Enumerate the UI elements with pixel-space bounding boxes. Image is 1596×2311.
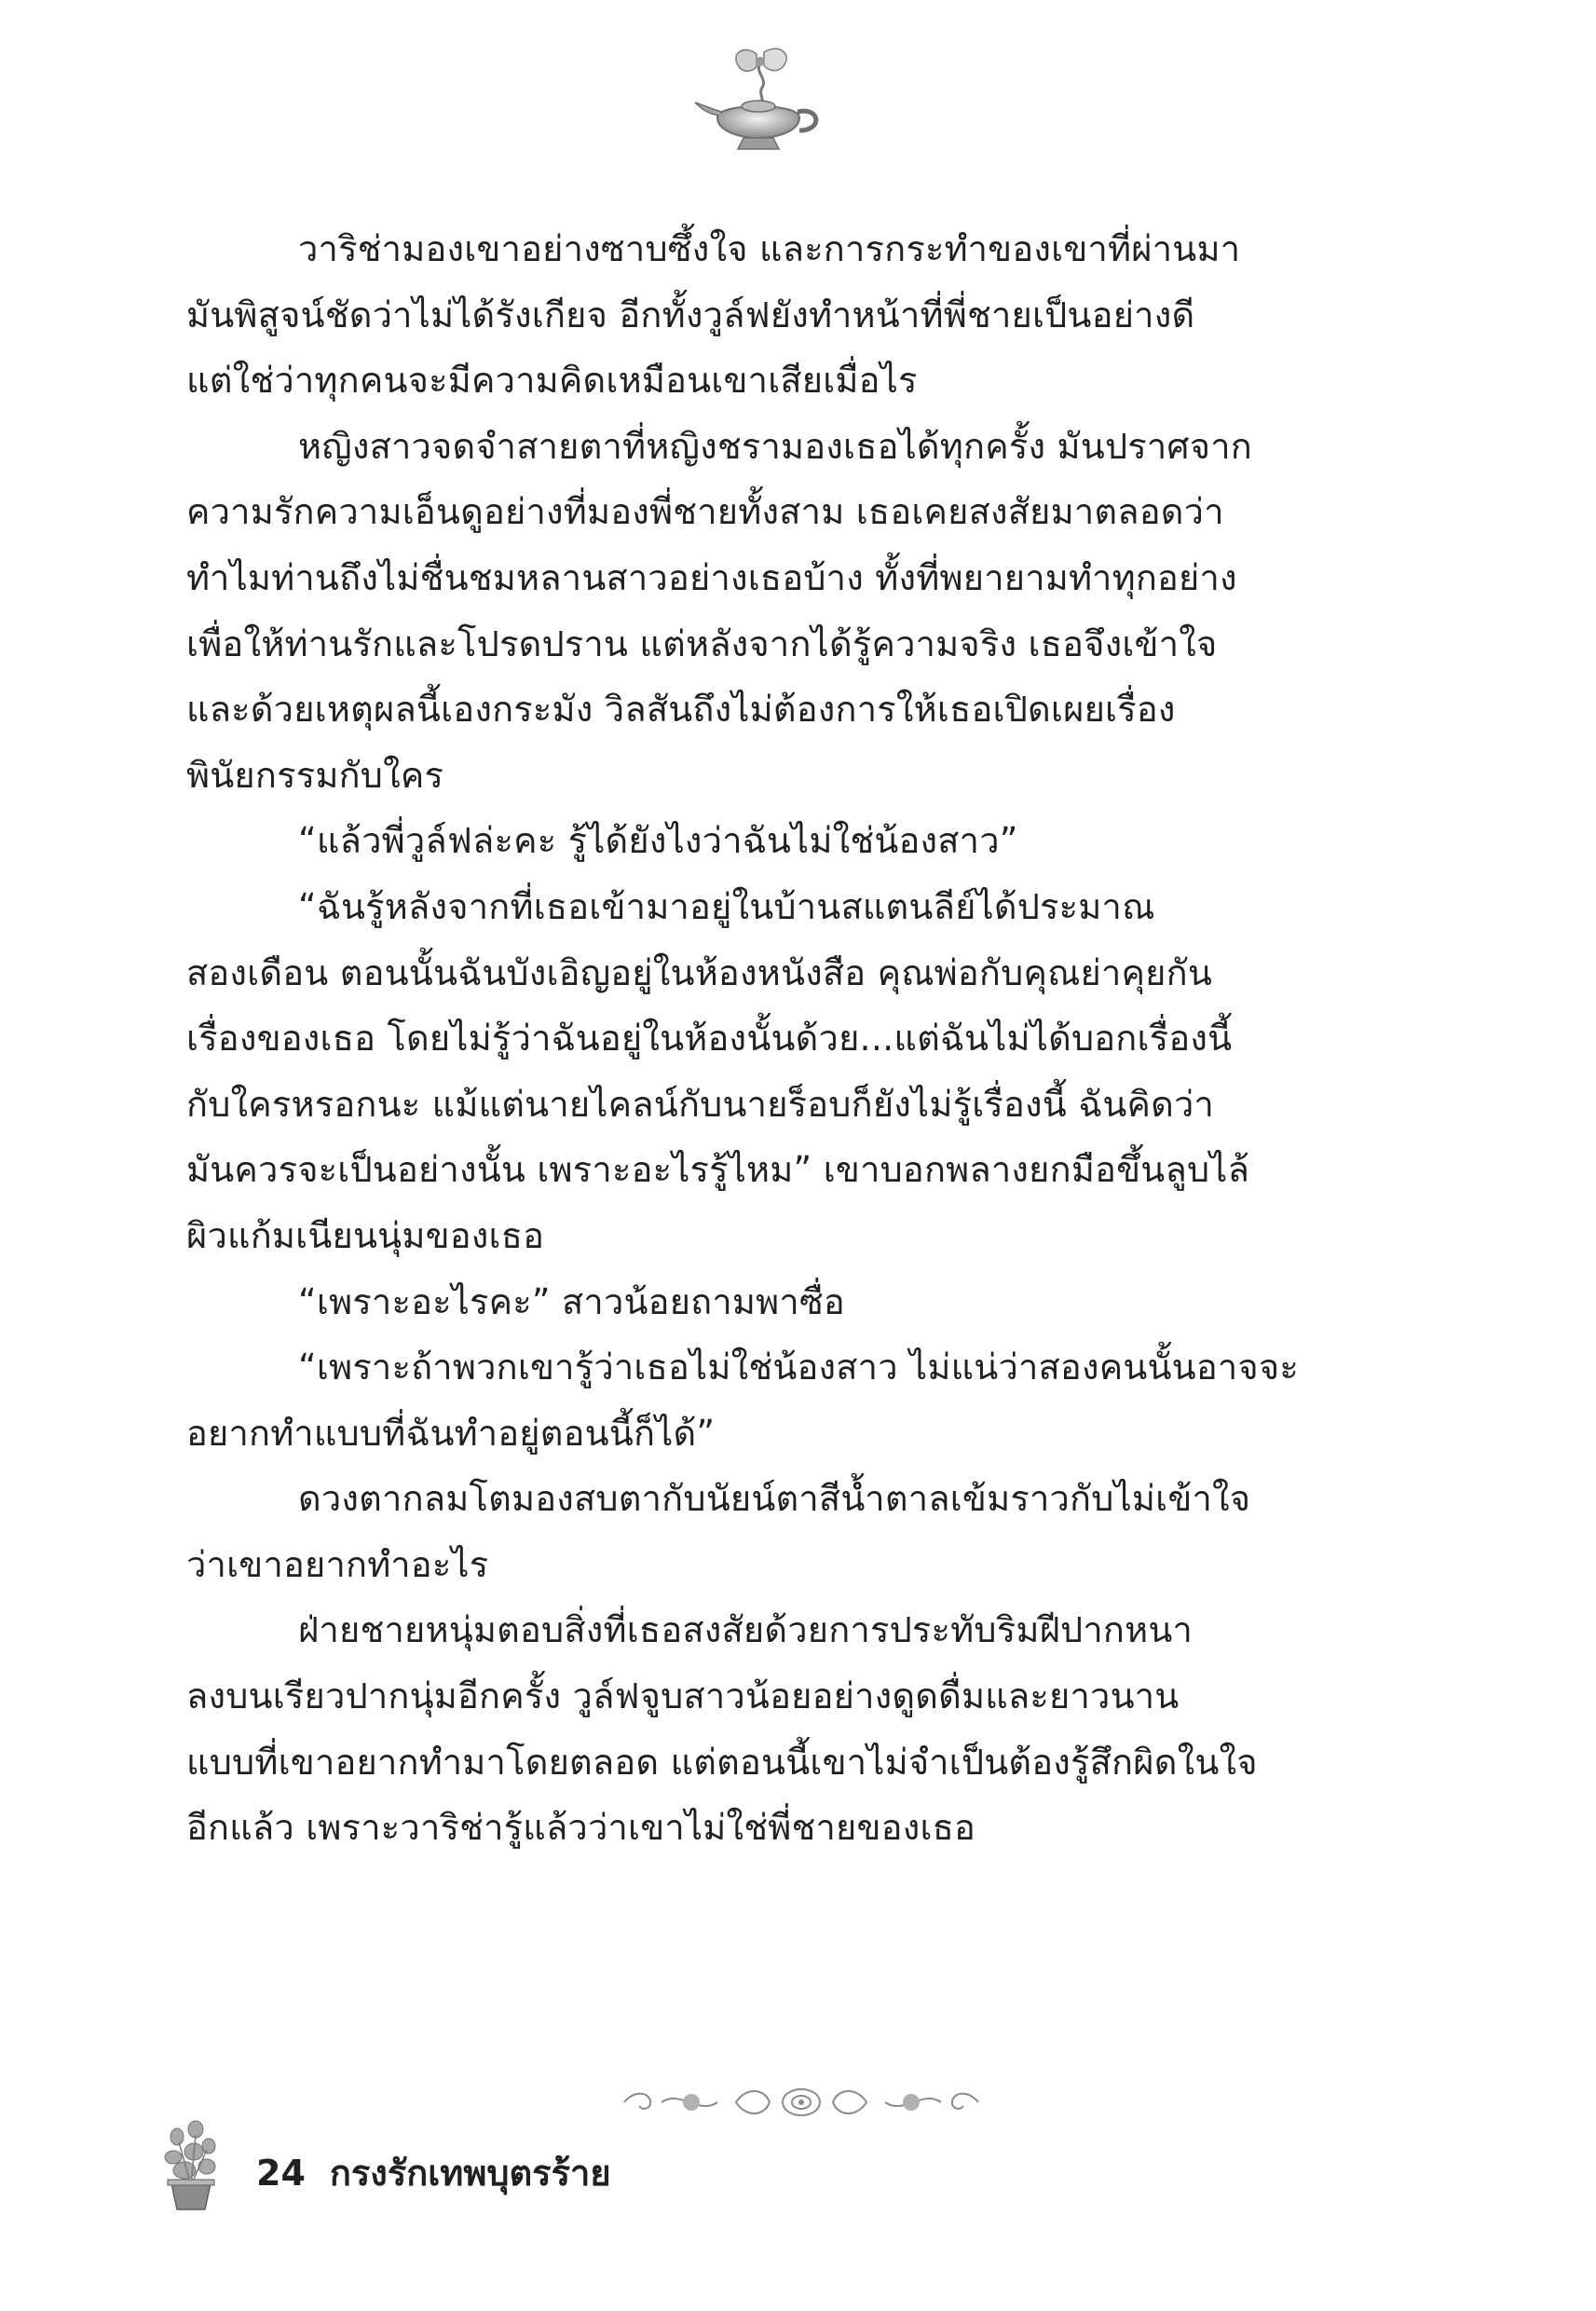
book-title: กรงรักเทพบุตรร้าย (329, 2153, 611, 2194)
paragraph: หญิงสาวจดจำสายตาที่หญิงชรามองเธอได้ทุกครั้ง มันปราศจาก ความรักความเอ็นดูอย่างที่มองพี่ชายทั้งสาม เธอเคยสงสัยมาตลอดว่า ทำไมท่านถึงไม่ชื่นชมหลานสาวอย่างเธอบ้าง ทั้งที่พยายามทำทุกอย่าง เพื่อให้ท่านรักและโปรดปราน แต่หลังจากได้รู้ความจริง เธอจึงเข้าใจ และด้วยเหตุผลนี้เองกระมัง วิลสันถึงไม่ต้องการให้เธอเปิดเผยเรื่อง พินัยกรรมกับใคร (186, 425, 1252, 796)
body-text (186, 216, 1356, 1861)
paragraph: “เพราะอะไรคะ” สาวน้อยถามพาซื่อ (298, 1280, 845, 1322)
page-number: 24 (256, 2153, 306, 2194)
paragraph: “ฉันรู้หลังจากที่เธอเข้ามาอยู่ในบ้านสแตนลีย์ได้ประมาณ สองเดือน ตอนนั้นฉันบังเอิญอยู่ในห้องหนังสือ คุณพ่อกับคุณย่าคุยกัน เรื่องของเธอ โดยไม่รู้ว่าฉันอยู่ในห้องนั้นด้วย...แต่ฉันไม่ได้บอกเรื่องนี้ กับใครหรอกนะ แม้แต่นายไคลน์กับนายร็อบก็ยังไม่รู้เรื่องนี้ ฉันคิดว่า มันควรจะเป็นอย่างนั้น เพราะอะไรรู้ไหม” เขาบอกพลางยกมือขึ้นลูบไล้ ผิวแก้มเนียนนุ่มของเธอ (186, 885, 1250, 1256)
magic-lamp-fairy-icon (689, 45, 829, 157)
page-footer (256, 2144, 635, 2201)
paragraph: “เพราะถ้าพวกเขารู้ว่าเธอไม่ใช่น้องสาว ไม่แน่ว่าสองคนนั้นอาจจะ อยากทำแบบที่ฉันทำอยู่ตอนนี้ก็ได้” (186, 1347, 1299, 1454)
floral-divider-icon (606, 2084, 997, 2121)
paragraph: วาริช่ามองเขาอย่างซาบซึ้งใจ และการกระทำของเขาที่ผ่านมา มันพิสูจน์ชัดว่าไม่ได้รังเกียจ อีกทั้งวูล์ฟยังทำหน้าที่พี่ชายเป็นอย่างดี แต่ใช่ว่าทุกคนจะมีความคิดเหมือนเขาเสียเมื่อไร (186, 228, 1241, 402)
paragraph: ฝ่ายชายหนุ่มตอบสิ่งที่เธอสงสัยด้วยการประทับริมฝีปากหนา ลงบนเรียวปากนุ่มอีกครั้ง วูล์ฟจูบสาวน้อยอย่างดูดดื่มและยาวนาน แบบที่เขาอยากทำมาโดยตลอด แต่ตอนนี้เขาไม่จำเป็นต้องรู้สึกผิดในใจ อีกแล้ว เพราะวาริช่ารู้แล้วว่าเขาไม่ใช่พี่ชายของเธอ (186, 1609, 1258, 1849)
flower-pot-icon (158, 2120, 224, 2213)
paragraph: “แล้วพี่วูล์ฟล่ะคะ รู้ได้ยังไงว่าฉันไม่ใช่น้องสาว” (298, 820, 1018, 862)
paragraph: ดวงตากลมโตมองสบตากับนัยน์ตาสีน้ำตาลเข้มราวกับไม่เข้าใจ ว่าเขาอยากทำอะไร (186, 1478, 1251, 1585)
